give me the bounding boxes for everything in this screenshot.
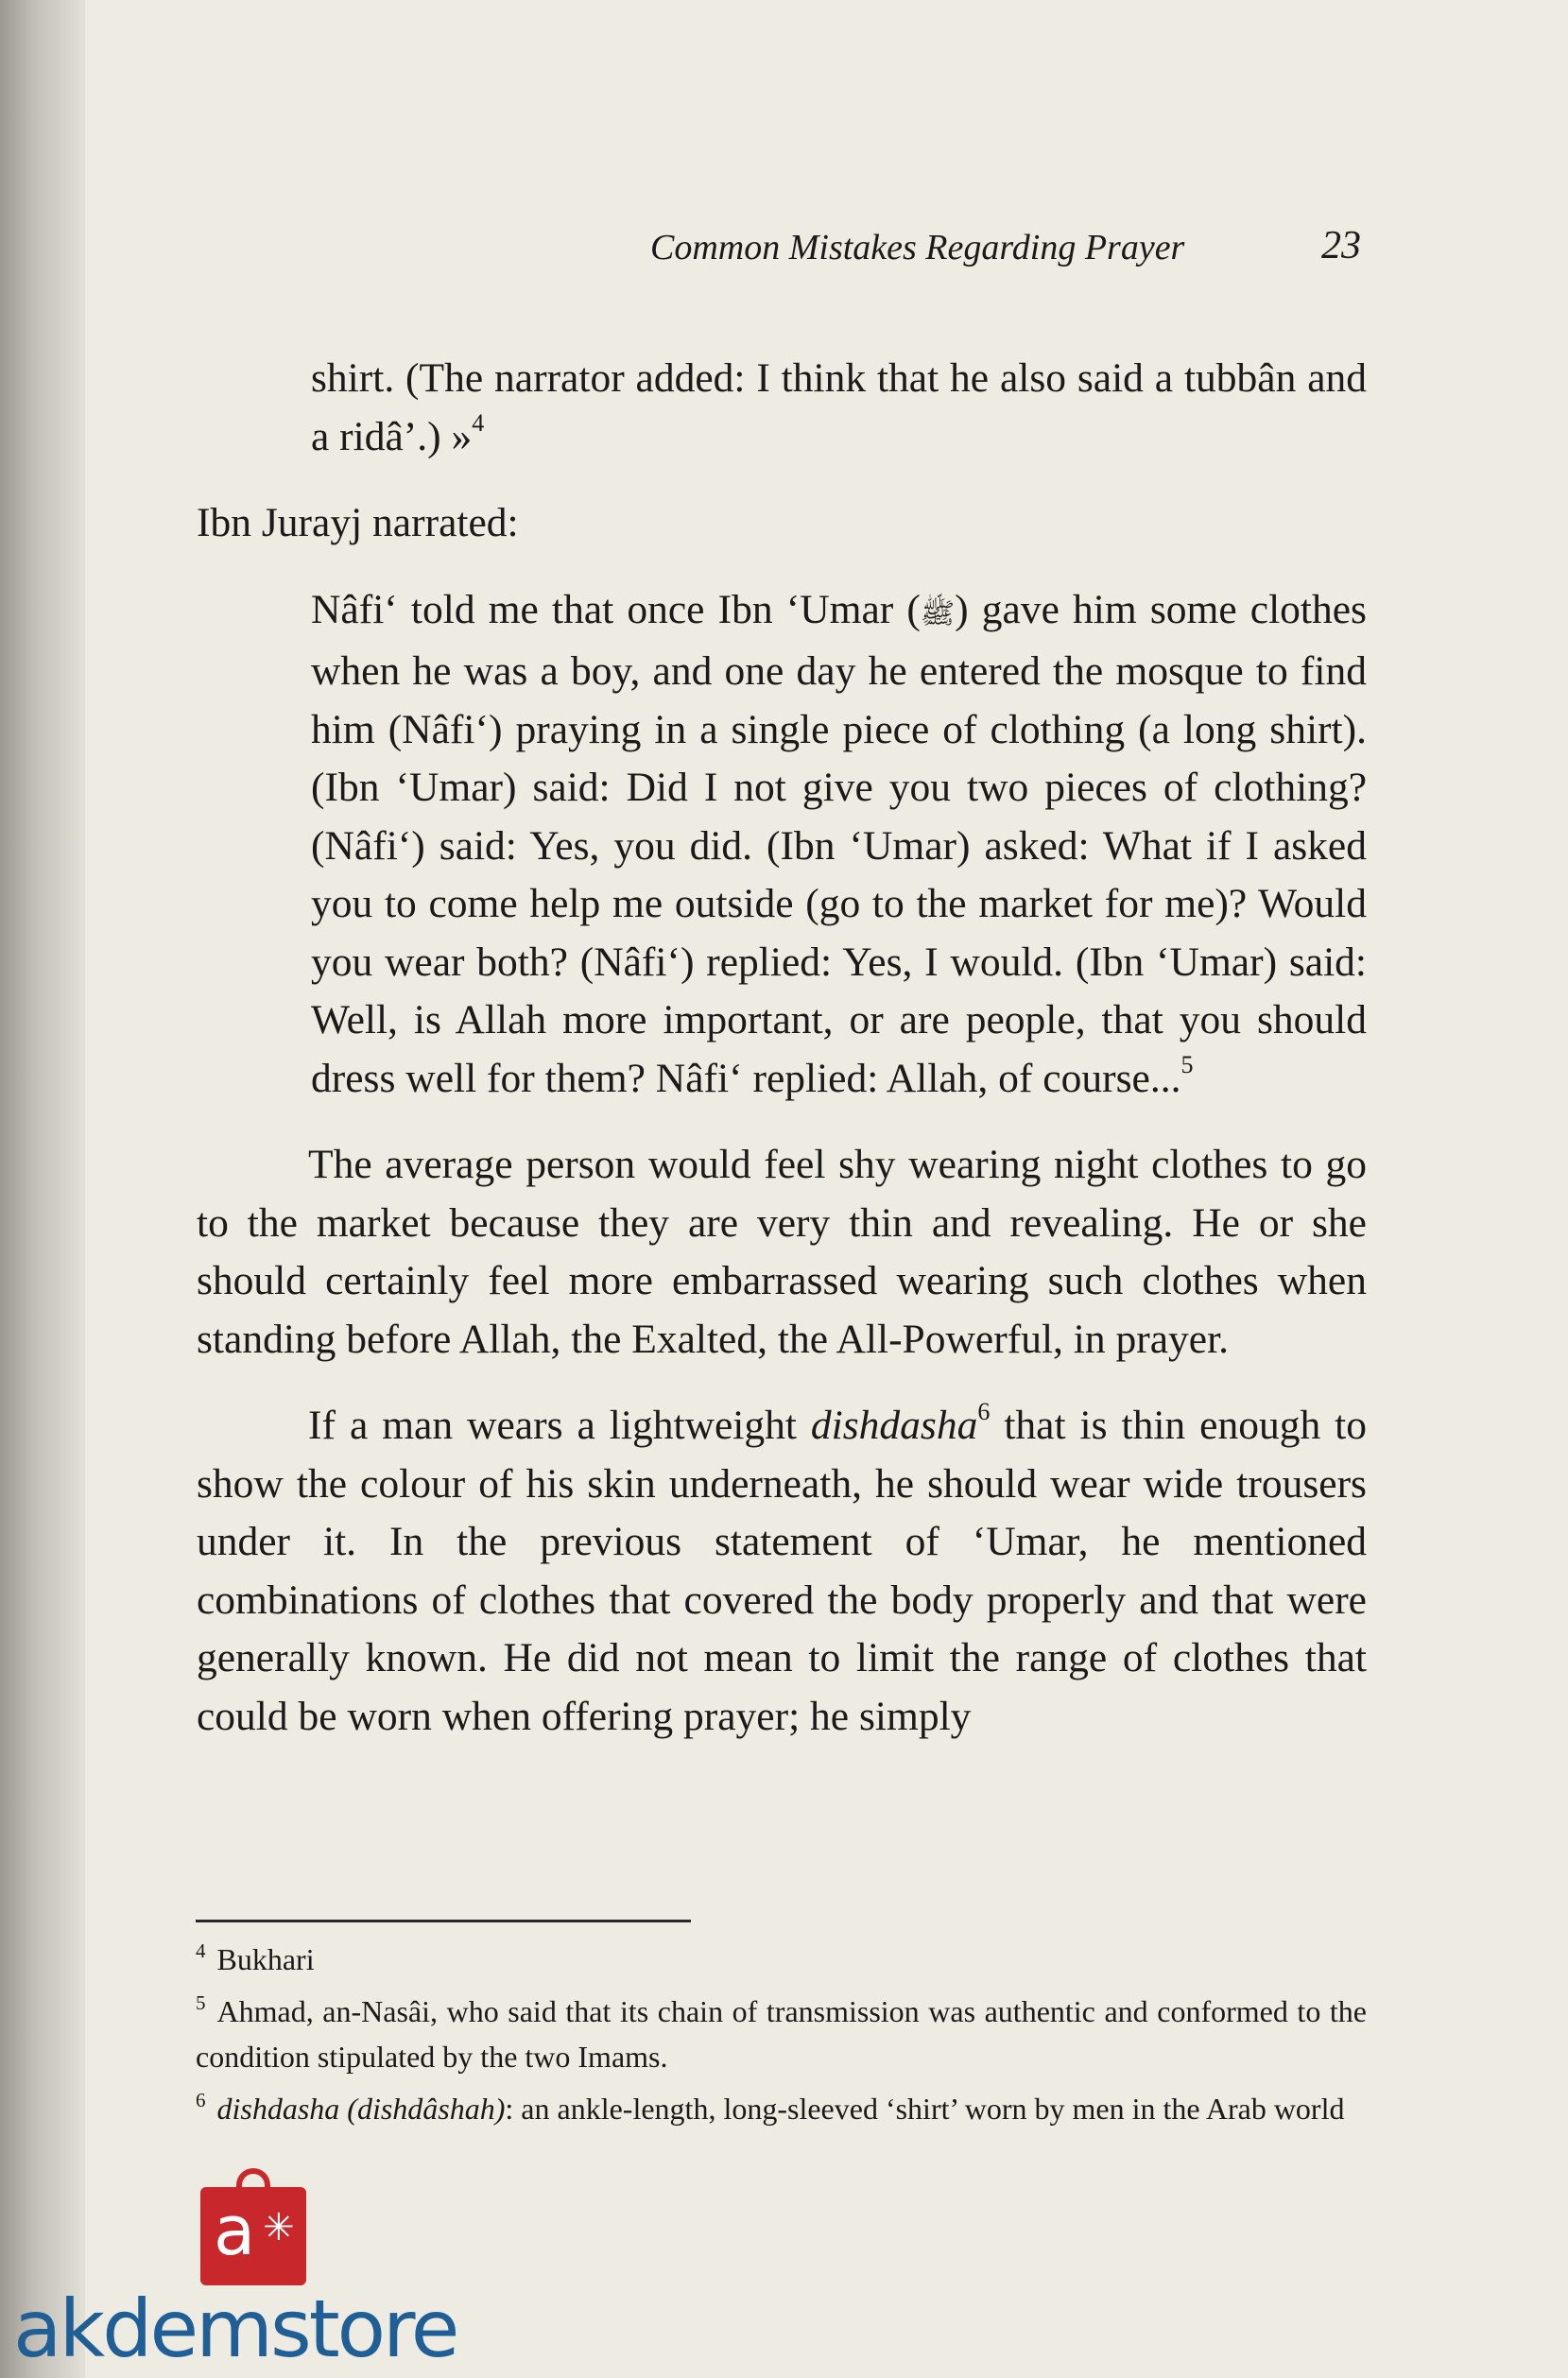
paragraph-night-clothes: The average person would feel shy wearing night clothes to go to the market because they are very thin and revealing. He or she should certainly feel more embarrassed wearing such clothes when standing before Allah, the Exalted, the All-Powerful, in prayer. (197, 1142, 1367, 1362)
narration-intro: Ibn Jurayj narrated: (197, 500, 519, 545)
running-head-title: Common Mistakes Regarding Prayer (650, 228, 1185, 267)
footnote-ref-6: 6 (977, 1398, 991, 1425)
footnote-divider (196, 1920, 691, 1922)
paragraph-dishdasha: If a man wears a lightweight dishdasha$^6$ that is thin enough to show the colour of his skin underneath, he should wear wide trousers under it. In the previous statement of ‘Umar, he mentioned combinations of clothes that covered the body properly and that were generally known. He did not mean to limit the range of clothes that could be worn when offering prayer; he simply (197, 1398, 1367, 1739)
footnote-term: dishdasha (dishdâshah) (216, 2092, 506, 2126)
footnote-5: $^5$ Ahmad, an-Nasâi, who said that its chain of transmission was authentic and conformed to the condition stipulated by the two Imams. (196, 1991, 1367, 2074)
footnote-4: $^4$ Bukhari (196, 1939, 315, 1976)
main-text (197, 350, 1367, 1746)
footnote-ref-4: 4 (472, 408, 485, 437)
term-dishdasha: dishdasha (810, 1403, 978, 1448)
quote-continuation: shirt. (The narrator added: I think that he also said a tubbân and a ridâ’.) »$^4$ (311, 355, 1367, 459)
footnote-number: 4 (196, 1939, 206, 1962)
honorific-glyph: ﷺ (920, 597, 956, 629)
footnote-number: 5 (196, 1991, 206, 2014)
shopping-bag-icon: a ✳ (200, 2187, 306, 2285)
footnote-number: 6 (196, 2089, 206, 2111)
store-watermark-logo (13, 2164, 505, 2374)
watermark-brand-text: akdemstore (13, 2283, 457, 2375)
page-number: 23 (1321, 224, 1361, 267)
footnote-ref-5: 5 (1180, 1050, 1194, 1078)
narration-quote: Nâfi‘ told me that once Ibn ‘Umar (ﷺ) gave him some clothes when he was a boy, and one day he entered the mosque to find him (Nâfi‘) praying in a single piece of clothing (a long shirt). (Ibn ‘Umar) said: Did I not give you two pieces of clothing? (Nâfi‘) said: Yes, you did. (Ibn ‘Umar) asked: What if I asked you to come help me outside (go to the market for me)? Would you wear both? (Nâfi‘) replied: Yes, I would. (Ibn ‘Umar) said: Well, is Allah more important, or are people, that you should dress well for them? Nâfi‘ replied: Allah, of course...$^5$ (311, 586, 1367, 1101)
running-head (650, 219, 1361, 276)
footnote-6: $^6$ dishdasha (dishdâshah): an ankle-length, long-sleeved ‘shirt’ worn by men in the Arab world (196, 2089, 1345, 2126)
footnotes (196, 1937, 1367, 2138)
